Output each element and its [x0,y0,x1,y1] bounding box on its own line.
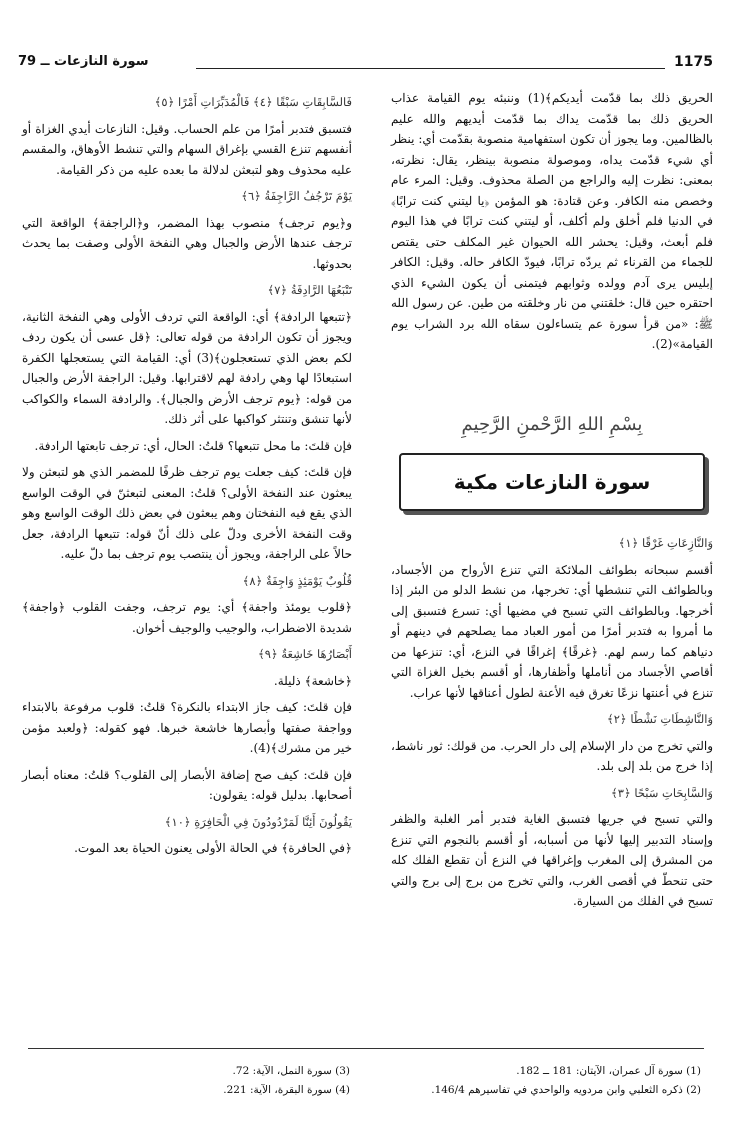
verse-line: يَقُولُونَ أَئِنَّا لَمَرْدُودُونَ فِي الْحَافِرَةِ ﴿١٠﴾ [164,814,352,829]
surah-frame-title: سورة النازعات مكية [453,469,651,494]
verse-line: وَالنَّازِعَاتِ غَرْقًا ﴿١﴾ [618,536,713,550]
footnote: (2) ذكره الثعلبي وابن مردويه والواحدي في تفاسيرهم 146/4. [431,1084,701,1096]
commentary-paragraph: فتسبق فتدبر أمرًا من علم الحساب. وقيل: النازعات أيدي الغزاة أو أنفسهم تنزع القسي بإغراق السهام والتي تنشط الأوهاق، والمقسم عليه محذوف وهو لتبعثن لدلالة ما بعده عليه من ذكر القيامة. [22,121,352,177]
running-surah-title: سورة النازعات ــ 79 [18,54,149,69]
left-column [22,88,352,865]
footnotes-right [381,1062,701,1100]
page-header [18,52,713,74]
commentary-paragraph: أقسم سبحانه بطوائف الملائكة التي تنزع الأرواح من الأجساد، وبالطوائف التي تنشطها أي: تخرجها، من نشط الدلو من البئر إذا أخرجها. وبالطوائف التي تسبح في مضيها أي: تسرع فتسبق إلى ما أمروا به فتدبر أمرًا من أمور العباد مما يصلحهم في دينهم أو دنياهم كما رسم لهم. ﴿غرقًا﴾ إغراقًا في النزع، أي: تنزعها من أقاصي الأجساد من أناملها وأظفارها، أو أقسم بخيل الغزاة التي تنزع في أعنتها نزعًا تغرق فيه الأعنة لطول أعناقها لأنها عراب. [391,562,713,700]
footnote: (4) سورة البقرة، الآية: 221. [223,1084,350,1096]
question-paragraph: فإن قلتَ: كيف جعلت يوم ترجف ظرفًا للمضمر الذي هو لتبعثن ولا يبعثون عند النفخة الأولى؟ قلتُ: المعنى لتبعثنّ في الوقت الواسع الذي يقع فيه النفختان وهم يبعثون في بعض ذلك الوقت الواسع وهو وقت النفخة الأخرى ودلّ على ذلك أنّ قوله: تتبعها الرادفة، جعل حالاً على الراجفة، ويجوز أن ينتصب يوم ترجف بما دلّ عليه. [22,465,352,561]
verse-line: فَالسَّابِقَاتِ سَبْقًا ﴿٤﴾ فَالْمُدَبِّرَاتِ أَمْرًا ﴿٥﴾ [154,95,352,109]
intro-paragraph: الحريق ذلك بما قدّمت أيديكم﴾(1) وننبئه يوم القيامة عذاب الحريق ذلك بما قدّمت يداك بما قدّمت أيديهم والله عليم بالظالمين. وما يجوز أن تكون استفهامية منصوبة بقدّمت أي: ينظر أي شيء قدّمت يداه، وموصولة منصوبة بينظر، يقال: نظرته، بمعنى: نظرت إليه والراجع من الصلة محذوف. وقيل: المرء عام وخصص منه الكافر. وعن قتادة: هو المؤمن ﴿يا ليتني كنت ترابًا﴾ في الدنيا فلم أخلق ولم أكلف، أو ليتني كنت ترابًا في هذا اليوم فلم أبعث، وقيل: يحشر الله الحيوان غير المكلف حتى يقتص للجماء من القرناء ثم يردّه ترابًا، فيودّ الكافر حاله. وقيل: الكافر إبليس يرى آدم وولده وثوابهم فيتمنى أن يكون الشيء الذي احتقره حين قال: خلقتني من نار وخلقته من طين. عن رسول الله ﷺ: «من قرأ سورة عم يتساءلون سقاه الله برد الشراب يوم القيامة»(2). [391,91,713,351]
question-paragraph: فإن قلتَ: كيف صح إضافة الأبصار إلى القلوب؟ قلتُ: معناه أبصار أصحابها. بدليل قوله: يقولون: [22,767,352,802]
question-paragraph: فإن قلتَ: ما محل تتبعها؟ قلتُ: الحال، أي: ترجف تابعتها الرادفة. [34,438,352,453]
commentary-paragraph: والتي تخرج من دار الإسلام إلى دار الحرب. من قولك: ثور ناشط، إذا خرج من بلد إلى بلد. [391,738,713,773]
commentary-paragraph: ﴿تتبعها الرادفة﴾ أي: الواقعة التي تردف الأولى وهي النفخة الثانية، ويجوز أن تكون الرادفة من قوله تعالى: ﴿قل عسى أن يكون ردف لكم بعض الذي تستعجلون﴾(3) أي: القيامة التي يستعجلها الكفرة استبعادًا لها وهي رادفة لهم لاقترابها. وقيل: الراجفة الأرض والجبال من قوله: ﴿يوم ترجف الأرض والجبال﴾. والرادفة السماء والكواكب لأنها تنشق وتنتثر كواكبها على أثر ذلك. [22,309,353,426]
footnote: (1) سورة آل عمران، الآيتان: 181 ــ 182. [516,1065,701,1077]
verse-line: يَوْمَ تَرْجُفُ الرَّاجِفَةُ ﴿٦﴾ [241,189,352,203]
commentary-paragraph: و﴿يوم ترجف﴾ منصوب بهذا المضمر، و﴿الراجفة﴾ الواقعة التي ترجف عندها الأرض والجبال وهي النفخة الأولى وصفت بما يحدث بحدوثها. [22,215,352,271]
surah-title-frame [399,453,705,511]
commentary-paragraph: ﴿قلوب يومئذ واجفة﴾ أي: يوم ترجف، وجفت القلوب ﴿واجفة﴾ شديدة الاضطراب، والوجيب والوجيف أخوان. [22,600,352,635]
verse-line: قُلُوبٌ يَوْمَئِذٍ وَاجِفَةٌ ﴿٨﴾ [242,573,352,588]
page-number: 1175 [674,54,713,70]
verse-line: تَتْبَعُهَا الرَّادِفَةُ ﴿٧﴾ [267,283,352,297]
commentary-paragraph: ﴿في الحافرة﴾ في الحالة الأولى يعنون الحياة بعد الموت. [74,841,352,855]
right-column [391,88,713,918]
basmala: بِسْمِ اللهِ الرَّحْمنِ الرَّحِيمِ [461,413,643,435]
footnotes-left [80,1062,350,1100]
header-rule [196,68,665,69]
commentary-paragraph: والتي تسبح في جريها فتسبق الغاية فتدبر أمر الغلبة والظفر وإسناد التدبير إليها لأنها من أسبابه، أو أقسم بالنجوم التي تنزع من المشرق إلى المغرب وإغراقها في النزع أن تقطع الفلك كله حتى تنحطّ في أقصى الغرب، والتي تخرج من برج إلى برج والتي تسبح في الفلك من السيارة. [391,812,713,908]
verse-line: وَالسَّابِحَاتِ سَبْحًا ﴿٣﴾ [611,785,713,800]
verse-line: وَالنَّاشِطَاتِ نَشْطًا ﴿٢﴾ [606,712,713,726]
commentary-paragraph: ﴿خاشعة﴾ ذليلة. [273,673,352,688]
footnote: (3) سورة النمل، الآية: 72. [232,1065,350,1077]
footnote-rule [28,1048,704,1049]
question-paragraph: فإن قلتَ: كيف جاز الابتداء بالنكرة؟ قلتُ: قلوب مرفوعة بالابتداء وواجفة صفتها وأبصارها خاشعة خبرها. فهو كقوله: ﴿ولعبد مؤمن خير من مشرك﴾(4). [22,700,352,755]
verse-line: أَبْصَارُهَا خَاشِعَةٌ ﴿٩﴾ [258,647,352,661]
